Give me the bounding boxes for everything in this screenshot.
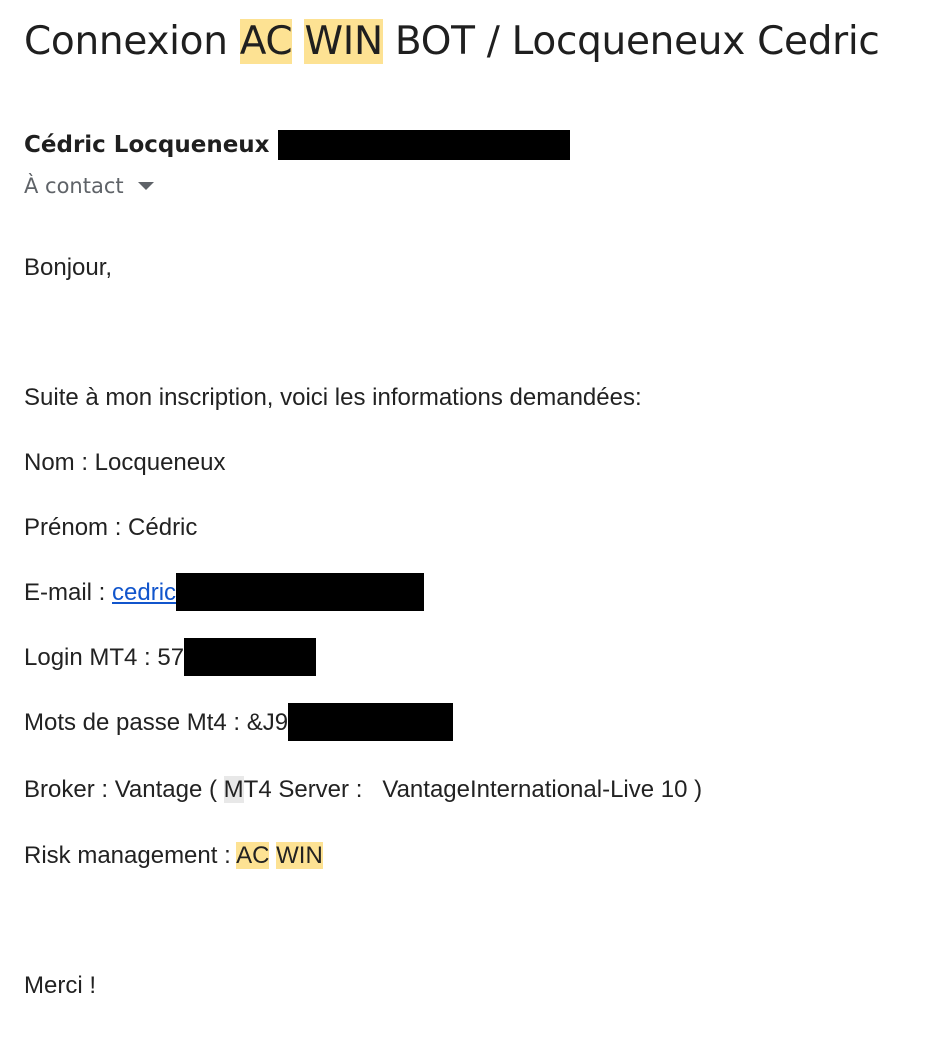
- body-closing: Merci !: [24, 972, 96, 999]
- body-intro: Suite à mon inscription, voici les informations demandées:: [24, 384, 642, 411]
- subject-suffix: BOT / Locqueneux Cedric: [382, 19, 880, 64]
- email-link[interactable]: cedric: [112, 579, 177, 606]
- subject-highlight-win: WIN: [304, 19, 383, 64]
- redacted-email: [176, 573, 424, 611]
- body-broker-line: [24, 773, 702, 807]
- broker-cursor-char: M: [223, 776, 244, 803]
- body-prenom: Prénom : Cédric: [24, 514, 198, 541]
- subject-prefix: Connexion: [24, 19, 240, 64]
- recipient-label: À contact: [24, 174, 124, 198]
- body-email-line: [24, 576, 424, 611]
- body-nom: Nom : Locqueneux: [24, 449, 226, 476]
- redacted-login: [184, 638, 316, 676]
- body-login-line: [24, 641, 316, 676]
- risk-highlight-win: WIN: [276, 842, 323, 869]
- redacted-password: [288, 703, 453, 741]
- sender-row: [24, 128, 570, 162]
- chevron-down-icon[interactable]: [138, 182, 154, 190]
- risk-label: Risk management :: [24, 842, 237, 869]
- redacted-sender-email: [278, 130, 570, 160]
- login-label: Login MT4 : 57: [24, 644, 185, 671]
- risk-highlight-ac: AC: [236, 842, 270, 869]
- email-subject: [24, 14, 880, 70]
- broker-prefix: Broker : Vantage (: [24, 776, 224, 803]
- password-label: Mots de passe Mt4 : &J9: [24, 709, 289, 736]
- email-label: E-mail :: [24, 579, 113, 606]
- sender-name[interactable]: Cédric Locqueneux: [24, 132, 270, 158]
- broker-suffix: T4 Server : VantageInternational-Live 10 ): [243, 776, 703, 803]
- recipient-details-toggle[interactable]: [24, 170, 154, 202]
- body-greeting: Bonjour,: [24, 254, 113, 281]
- subject-highlight-ac: AC: [239, 19, 293, 64]
- body-risk-line: [24, 839, 323, 873]
- body-password-line: [24, 706, 453, 741]
